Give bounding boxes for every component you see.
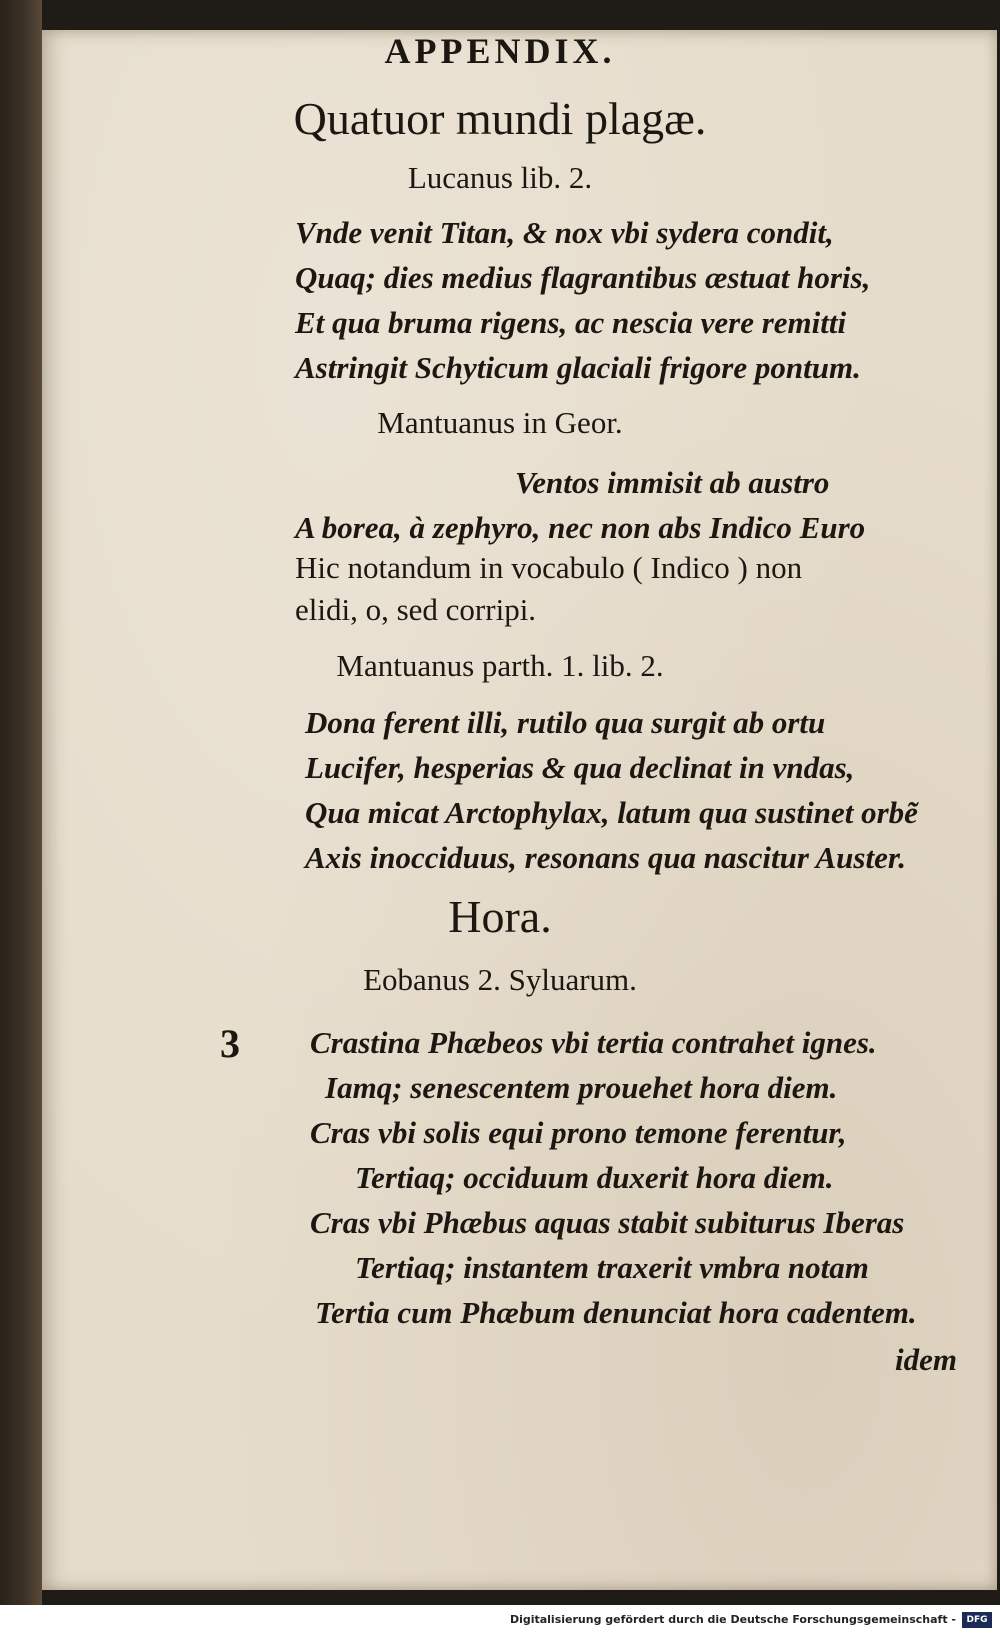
verse-line: Ventos immisit ab austro	[515, 465, 830, 500]
note-line: Hic notandum in vocabulo ( Indico ) non	[295, 550, 803, 585]
verse-line: Axis inocciduus, resonans qua nascitur Auster.	[305, 840, 906, 875]
verse-line: Iamq; senescentem prouehet hora diem.	[325, 1070, 838, 1105]
catchword: idem	[895, 1342, 957, 1377]
verse-line: Vnde venit Titan, & nox vbi sydera condit,	[295, 215, 834, 250]
verse-line: Tertiaq; occiduum duxerit hora diem.	[355, 1160, 834, 1195]
verse-line: Qua micat Arctophylax, latum qua sustinet orbẽ	[305, 795, 918, 830]
footer-credit-text: Digitalisierung gefördert durch die Deutsche Forschungsgemeinschaft -	[509, 1613, 956, 1626]
verse-line: Dona ferent illi, rutilo qua surgit ab ortu	[305, 705, 826, 740]
quote-heading-mantuanus-parth: Mantuanus parth. 1. lib. 2.	[336, 648, 664, 683]
verse-line: Lucifer, hesperias & qua declinat in vndas,	[305, 750, 855, 785]
verse-line: Crastina Phæbeos vbi tertia contrahet ignes.	[310, 1025, 877, 1060]
verse-line: Astringit Schyticum glaciali frigore pontum.	[295, 350, 861, 385]
quote-heading-lucanus: Lucanus lib. 2.	[407, 160, 593, 195]
digitization-footer	[0, 1605, 1000, 1638]
verse-line: Et qua bruma rigens, ac nescia vere remitti	[295, 305, 847, 340]
note-line: elidi, o, sed corripi.	[295, 592, 537, 627]
quote-heading-eobanus: Eobanus 2. Syluarum.	[363, 962, 637, 997]
section-title-plagae: Quatuor mundi plagæ.	[293, 93, 707, 144]
verse-line: Tertiaq; instantem traxerit vmbra notam	[355, 1250, 869, 1285]
margin-mark: 3	[220, 1021, 240, 1066]
running-head: APPENDIX.	[384, 31, 616, 71]
verse-line: Cras vbi Phæbus aquas stabit subiturus Iberas	[310, 1205, 905, 1240]
verse-line: Cras vbi solis equi prono temone ferentur,	[310, 1115, 847, 1150]
verse-line: Quaq; dies medius flagrantibus æstuat horis,	[295, 260, 871, 295]
book-spine-edge	[0, 0, 42, 1638]
dfg-logo-icon: DFG	[962, 1612, 992, 1628]
quote-heading-mantuanus-geor: Mantuanus in Geor.	[377, 405, 623, 440]
verse-line: Tertia cum Phæbum denunciat hora cadentem.	[315, 1295, 917, 1330]
verse-line: A borea, à zephyro, nec non abs Indico Euro	[295, 510, 866, 545]
section-title-hora: Hora.	[448, 891, 552, 942]
